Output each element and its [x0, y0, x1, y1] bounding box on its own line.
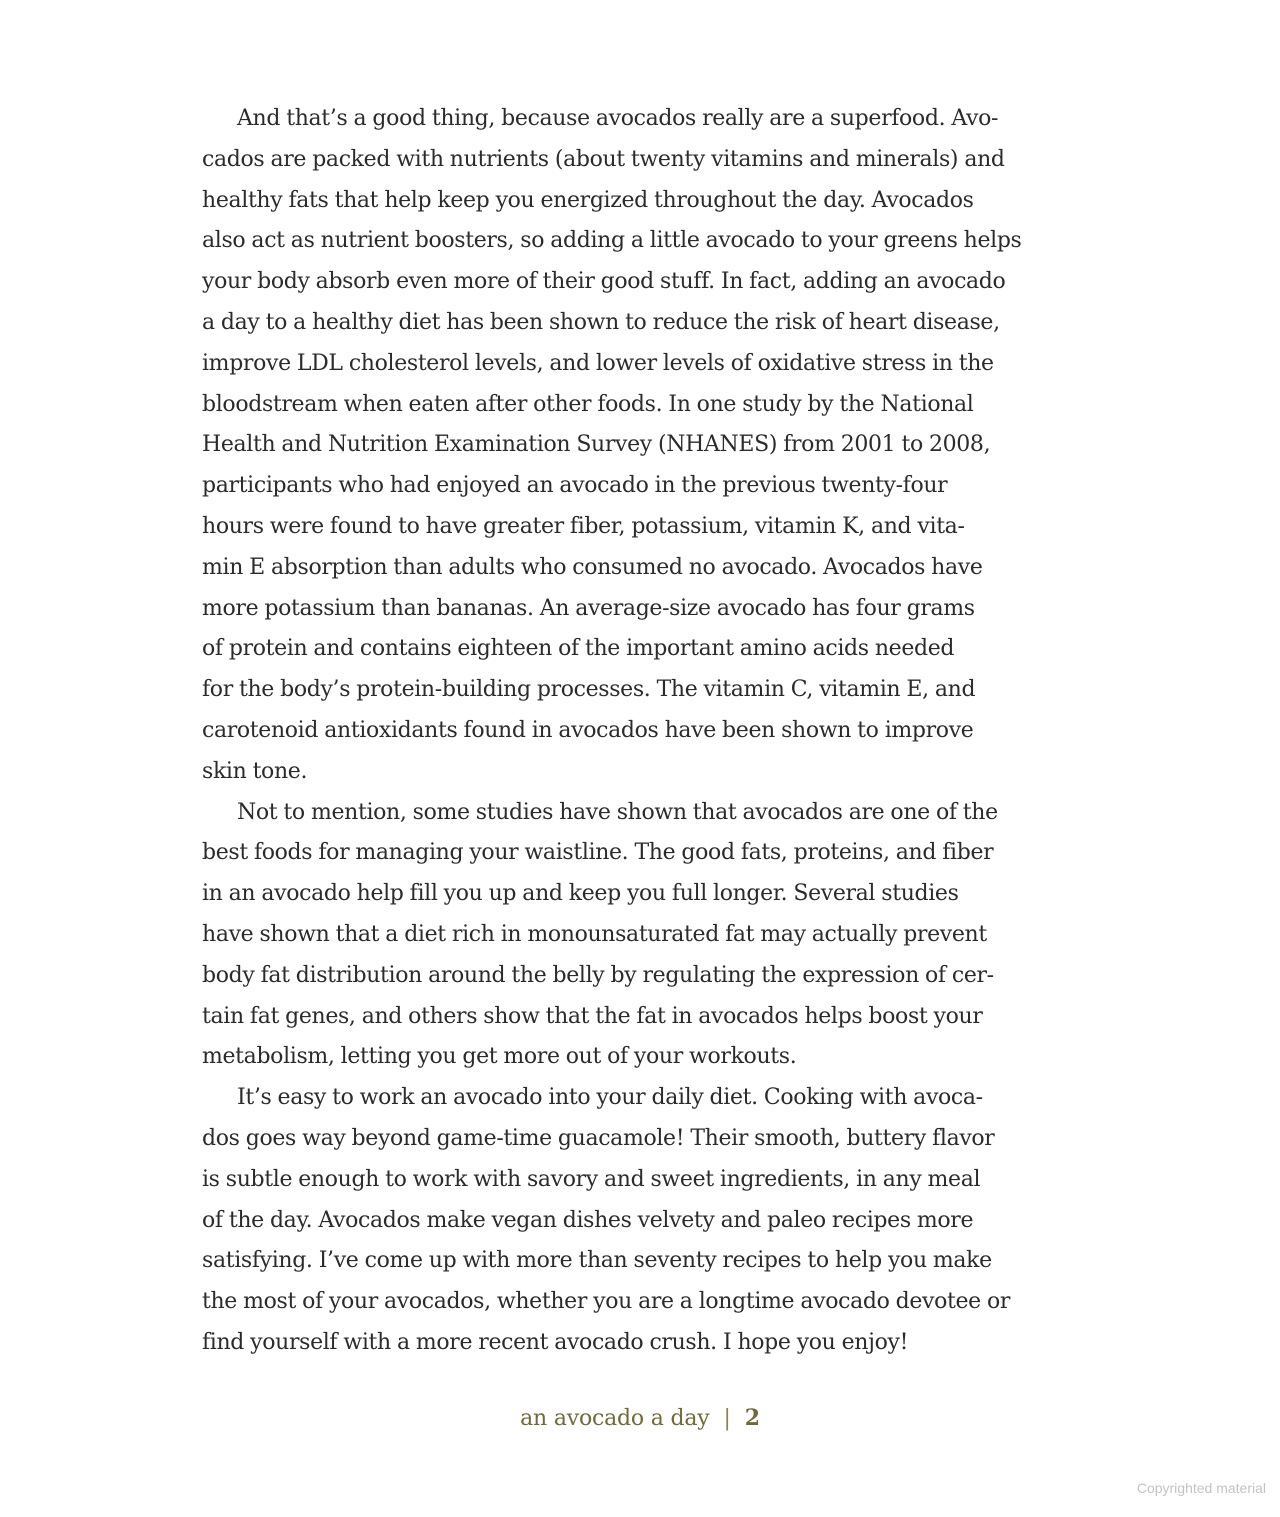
text-line: the most of your avocados, whether you are a longtime avocado devotee or	[202, 1289, 1011, 1315]
copyright-notice: Copyrighted material	[1136, 1480, 1266, 1496]
text-line: find yourself with a more recent avocado crush. I hope you enjoy!	[202, 1329, 909, 1355]
text-line: metabolism, letting you get more out of your workouts.	[202, 1044, 797, 1070]
text-line: It’s easy to work an avocado into your daily diet. Cooking with avoca-	[237, 1085, 983, 1111]
text-line: bloodstream when eaten after other foods. In one study by the National	[202, 391, 974, 417]
text-line: participants who had enjoyed an avocado in the previous twenty-four	[202, 473, 948, 499]
text-line: your body absorb even more of their good stuff. In fact, adding an avocado	[202, 269, 1006, 295]
body-text	[202, 99, 1062, 1364]
text-line: dos goes way beyond game-time guacamole! Their smooth, buttery flavor	[202, 1125, 995, 1151]
paragraph-2	[202, 793, 1062, 1079]
text-line: more potassium than bananas. An average-size avocado has four grams	[202, 595, 975, 621]
text-line: And that’s a good thing, because avocados really are a superfood. Avo-	[237, 106, 999, 131]
text-line: also act as nutrient boosters, so adding a little avocado to your greens helps	[202, 228, 1022, 254]
text-line: in an avocado help fill you up and keep you full longer. Several studies	[202, 881, 959, 907]
text-line: hours were found to have greater fiber, potassium, vitamin K, and vita-	[202, 513, 965, 539]
paragraph-3	[202, 1078, 1062, 1364]
text-line: for the body’s protein-building processes. The vitamin C, vitamin E, and	[202, 677, 976, 703]
text-line: have shown that a diet rich in monounsaturated fat may actually prevent	[202, 921, 987, 947]
text-line: improve LDL cholesterol levels, and lower levels of oxidative stress in the	[202, 350, 994, 376]
text-line: best foods for managing your waistline. The good fats, proteins, and fiber	[202, 840, 994, 866]
text-line: of protein and contains eighteen of the important amino acids needed	[202, 636, 955, 662]
text-line: is subtle enough to work with savory and sweet ingredients, in any meal	[202, 1166, 981, 1192]
text-line: of the day. Avocados make vegan dishes velvety and paleo recipes more	[202, 1207, 974, 1233]
text-line: body fat distribution around the belly by regulating the expression of cer-	[202, 962, 994, 988]
paragraph-1	[202, 99, 1062, 793]
text-line: cados are packed with nutrients (about twenty vitamins and minerals) and	[202, 146, 1005, 172]
footer-separator: |	[723, 1406, 731, 1431]
page-number: 2	[744, 1405, 760, 1431]
page-footer	[0, 1405, 1280, 1431]
text-line: skin tone.	[202, 758, 308, 784]
text-line: Health and Nutrition Examination Survey (NHANES) from 2001 to 2008,	[202, 432, 991, 458]
text-line: tain fat genes, and others show that the fat in avocados helps boost your	[202, 1003, 983, 1029]
text-line: healthy fats that help keep you energized throughout the day. Avocados	[202, 187, 974, 213]
text-line: satisfying. I’ve come up with more than seventy recipes to help you make	[202, 1248, 992, 1274]
running-title: an avocado a day	[520, 1406, 710, 1431]
text-line: Not to mention, some studies have shown that avocados are one of the	[237, 799, 998, 825]
text-line: carotenoid antioxidants found in avocados have been shown to improve	[202, 717, 974, 743]
text-line: a day to a healthy diet has been shown to reduce the risk of heart disease,	[202, 309, 1000, 335]
text-line: min E absorption than adults who consumed no avocado. Avocados have	[202, 554, 983, 580]
